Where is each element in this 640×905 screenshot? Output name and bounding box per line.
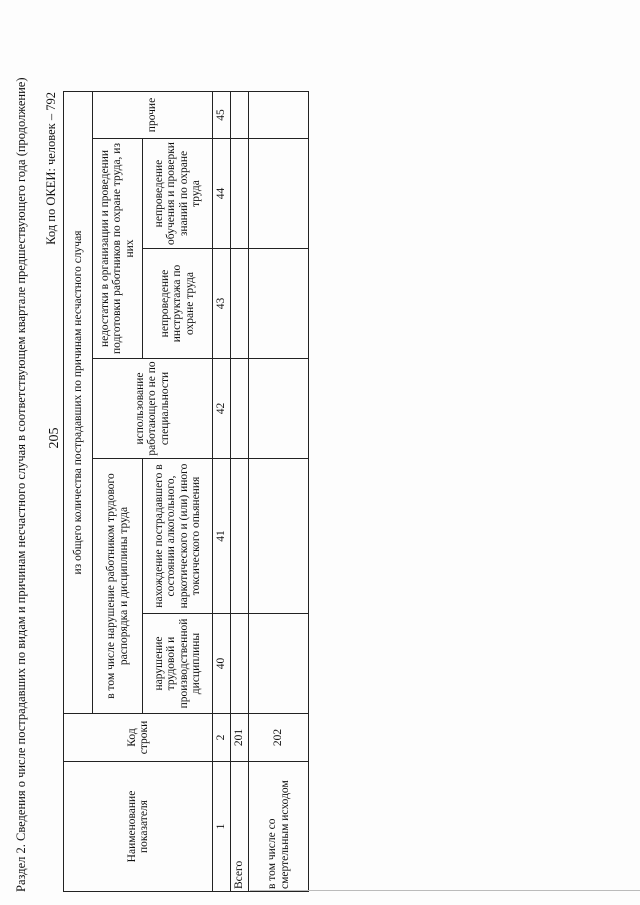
header-discipline-group: в том числе нарушение работником трудового распорядка и дисциплины труда bbox=[93, 459, 143, 714]
header-indicator-name: Наименование показателя bbox=[64, 762, 213, 892]
header-group-main: из общего количества пострадавших по причинам несчастного случая bbox=[64, 92, 93, 714]
column-number-row bbox=[213, 92, 231, 892]
data-cell bbox=[249, 359, 309, 459]
scan-edge-line bbox=[250, 890, 640, 891]
header-col42: использование работающего не по специальности bbox=[93, 359, 213, 459]
header-training-group: недостатки в организации и проведении подготовки работников по охране труда, из них bbox=[93, 139, 143, 359]
header-col41: нахождение пострадавшего в состоянии алкогольного, наркотического и (или) иного токсического опьянения bbox=[143, 459, 213, 614]
injury-causes-table bbox=[63, 91, 309, 892]
table-row bbox=[231, 92, 249, 892]
column-number: 2 bbox=[213, 714, 231, 762]
table-row bbox=[249, 92, 309, 892]
okei-code: Код по ОКЕИ: человек – 792 bbox=[44, 92, 58, 245]
column-number: 40 bbox=[213, 614, 231, 714]
data-cell bbox=[231, 359, 249, 459]
column-number: 45 bbox=[213, 92, 231, 139]
data-cell bbox=[249, 139, 309, 249]
data-cell bbox=[249, 92, 309, 139]
data-cell bbox=[249, 614, 309, 714]
rotated-content bbox=[0, 12, 640, 892]
data-cell bbox=[231, 614, 249, 714]
column-number: 42 bbox=[213, 359, 231, 459]
data-cell bbox=[231, 139, 249, 249]
header-col40: нарушение трудовой и производственной дисциплины bbox=[143, 614, 213, 714]
header-col45: прочие bbox=[93, 92, 213, 139]
header-row-code: Код строки bbox=[64, 714, 213, 762]
data-cell bbox=[231, 249, 249, 359]
row-code: 201 bbox=[231, 714, 249, 762]
row-name: в том числе со смертельным исходом bbox=[249, 762, 309, 892]
section-title: Раздел 2. Сведения о числе пострадавших по видам и причинам несчастного случая в соответствующем квартале предшествующего года (продолжение) bbox=[14, 77, 28, 892]
data-cell bbox=[249, 249, 309, 359]
column-number: 1 bbox=[213, 762, 231, 892]
row-name: Всего bbox=[231, 762, 249, 892]
column-number: 43 bbox=[213, 249, 231, 359]
row-code: 202 bbox=[249, 714, 309, 762]
data-cell bbox=[231, 459, 249, 614]
column-number: 44 bbox=[213, 139, 231, 249]
header-col43: непроведение инструктажа по охране труда bbox=[143, 249, 213, 359]
data-cell bbox=[231, 92, 249, 139]
page-number: 205 bbox=[47, 427, 62, 449]
data-cell bbox=[249, 459, 309, 614]
column-number: 41 bbox=[213, 459, 231, 614]
header-col44: непроведение обучения и проверки знаний по охране труда bbox=[143, 139, 213, 249]
